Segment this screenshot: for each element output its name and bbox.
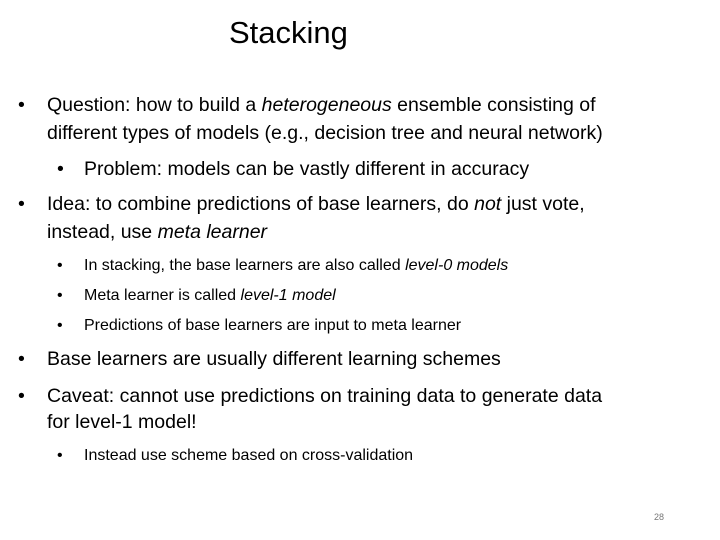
bullet-text: Instead use scheme based on cross-validation — [84, 447, 414, 464]
bullet-marker: • — [57, 317, 63, 334]
bullet-text: instead, use meta learner — [47, 221, 268, 243]
slide-title: Stacking — [229, 15, 348, 50]
bullet-text: Base learners are usually different learning schemes — [47, 348, 501, 370]
bullet-marker: • — [18, 385, 25, 407]
bullet-marker: • — [57, 158, 64, 180]
bullet-text: Meta learner is called level-1 model — [84, 287, 336, 304]
bullet-marker: • — [57, 447, 63, 464]
bullet-text: In stacking, the base learners are also called level-0 models — [84, 257, 509, 274]
page-number: 28 — [654, 512, 665, 522]
bullet-marker: • — [57, 257, 63, 274]
bullet-text: Idea: to combine predictions of base learners, do not just vote, — [47, 193, 585, 215]
bullet-marker: • — [18, 94, 25, 116]
bullet-marker: • — [57, 287, 63, 304]
bullet-marker: • — [18, 348, 25, 370]
bullet-marker: • — [18, 193, 25, 215]
bullet-text: Question: how to build a heterogeneous ensemble consisting of — [47, 94, 596, 116]
bullet-text: Caveat: cannot use predictions on training data to generate data — [47, 385, 603, 407]
bullet-text: Predictions of base learners are input to meta learner — [84, 317, 462, 334]
bullet-text: for level-1 model! — [47, 411, 197, 433]
bullet-text: different types of models (e.g., decision tree and neural network) — [47, 122, 603, 144]
bullet-text: Problem: models can be vastly different in accuracy — [84, 158, 530, 180]
